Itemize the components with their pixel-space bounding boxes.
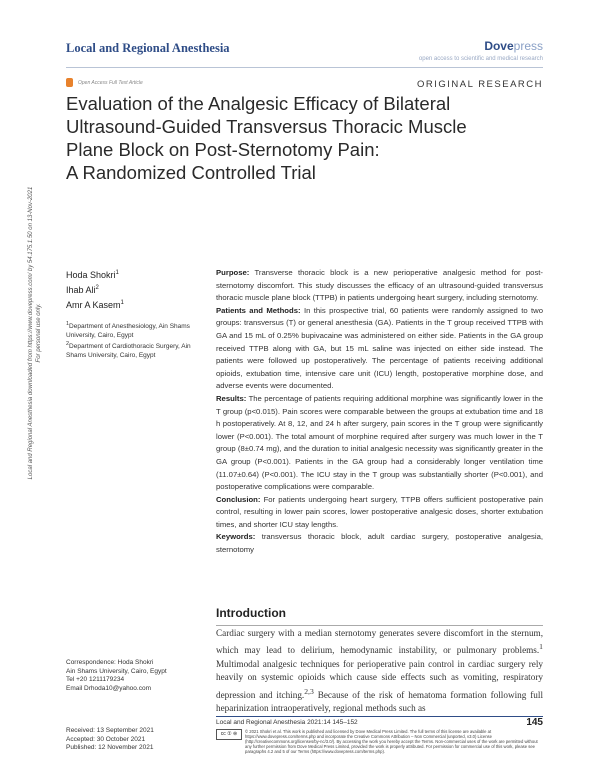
download-side-note (27, 149, 43, 517)
header-divider (66, 67, 543, 68)
author[interactable]: Hoda Shokri$^1$ (66, 270, 119, 280)
publisher-logo-bold: Dove (484, 39, 514, 53)
open-access-lock-icon (66, 78, 73, 87)
abstract-purpose: Purpose: Transverse thoracic block is a new perioperative analgesic method for post-sternotomy discomfort. This study discusses the efficacy of an ultrasound-guided transversus thoracic muscle plane block (TTPB) in patients undergoing heart surgery, including sternotomy. (216, 268, 543, 303)
correspondence-email[interactable]: Email Drhoda10@yahoo.com (66, 684, 152, 692)
publisher-logo-light: press (513, 39, 543, 53)
author-list (66, 267, 124, 312)
publisher-logo[interactable] (484, 39, 543, 53)
abstract (216, 267, 543, 589)
article-type: ORIGINAL RESEARCH (417, 79, 543, 90)
author[interactable]: Amr A Kasem$^1$ (66, 300, 124, 310)
open-access-text: Open Access Full Text Article (78, 79, 143, 86)
article-dates: Received: 13 September 2021 Accepted: 30 October 2021 Published: 12 November 2021 (66, 727, 154, 751)
title-line: A Randomized Controlled Trial (66, 162, 316, 183)
journal-title: Local and Regional Anesthesia (66, 41, 230, 55)
section-heading-introduction: Introduction (216, 606, 286, 620)
section-divider (216, 625, 543, 626)
license-text: © 2021 Shokri et al. This work is published and licensed by Dove Medical Press Limited. The full terms of this license are available at https://www.dovepress.com/terms.php and incorporate the Creative Commons Attribution – Non Commercial (unported, v3.0) License (http://creativecommons.org/licenses/by-nc/3.0/). By accessing the work you hereby accept the Terms. Non-commercial uses of the work are permitted without any further permission from Dove Medical Press Limited, provided the work is properly attributed. For permission for commercial use of this work, please see paragraphs 4.2 and 5 of our Terms (https://www.dovepress.com/terms.php). (245, 729, 538, 754)
affiliation: $^2$Department of Cardiothoracic Surgery, Ain Shams University, Cairo, Egypt (66, 341, 191, 360)
open-access-label (66, 78, 143, 87)
footer-divider (216, 716, 543, 717)
article-title (66, 92, 546, 184)
creative-commons-icon[interactable]: cc ① ⊜ (216, 729, 242, 740)
page-number: 145 (526, 717, 543, 728)
title-line: Plane Block on Post-Sternotomy Pain: (66, 139, 380, 160)
affiliation: $^1$Department of Anesthesiology, Ain Shams University, Cairo, Egypt (66, 321, 190, 340)
author[interactable]: Ihab Ali$^2$ (66, 285, 99, 295)
introduction-text: Cardiac surgery with a median sternotomy generates severe discomfort in the sternum, which may lead to delirium, hemodynamic instability, or pulmonary problems.$^1$ Multimodal analgesic techniques for perioperative pain control in cardiac surgery rely heavily on systemic opioids which cause side effects such as vomiting, respiratory depression and itching.$^{2,3}$ Because of the risk of hematoma formation following full heparinization intraoperatively, regional methods such as (216, 628, 543, 714)
abstract-methods: Patients and Methods: In this prospective trial, 60 patients were randomly assigned to two groups: transversus (T) or general anesthesia (GA). Patients in the T group received TTPB with GA and 15 mL of 0.25% bupivacaine was administered on either side. Patients in the GA group received TTPB along with GA, but 15 mL saline was injected on either side instead. The patients were followed up postoperatively. The percentage of patients receiving additional opioids, extubation time, intensive care unit (ICU) length, postoperative morphine dose, and adverse events were documented. (216, 305, 543, 391)
license-block (216, 729, 544, 754)
abstract-conclusion: Conclusion: For patients undergoing heart surgery, TTPB offers sufficient postoperative pain control, resulting in lower pain scores, lower postoperative analgesic doses, shorter extubation times, and shorter ICU stay lengths. (216, 494, 544, 529)
title-line: Evaluation of the Analgesic Efficacy of Bilateral (66, 93, 451, 114)
abstract-keywords: Keywords: transversus thoracic block, adult cardiac surgery, postoperative analgesia, sternotomy (216, 532, 543, 555)
citation-ref[interactable]: 1 (539, 642, 543, 652)
publisher-tagline: open access to scientific and medical research (418, 56, 543, 62)
side-note-line: Local and Regional Anesthesia downloaded from https://www.dovepress.com/ by 54.175.1.50 on 13-Nov-2021 (28, 186, 34, 480)
abstract-results: Results: The percentage of patients requiring additional morphine was significantly lower in the T group (p<0.015). Pain scores were comparable between the groups at extubation time and 18 h postoperatively. At 8, 12, and 24 h after surgery, pain scores in the T group were significantly lower (P<0.001). The total amount of morphine required after surgery was much lower in the T group (8±0.74 mg), and the duration to initial analgesic necessity was significantly greater in the GA group (P<0.001). Patients in the GA group had a considerably longer ventilation time (11.07±0.64) (P<0.001). The ICU stay in the T group was substantially shorter (P<0.001), and postoperative complications were comparable. (216, 393, 543, 492)
correspondence: Correspondence: Hoda Shokri Ain Shams University, Cairo, Egypt Tel +20 1211179234 Email Drhoda10@yahoo.com (66, 659, 206, 693)
side-note-line: For personal use only. (36, 303, 42, 363)
footer-citation: Local and Regional Anesthesia 2021:14 145–152 (216, 719, 358, 726)
title-line: Ultrasound-Guided Transversus Thoracic Muscle (66, 116, 467, 137)
citation-ref[interactable]: 2,3 (304, 686, 314, 696)
affiliations (66, 320, 202, 360)
